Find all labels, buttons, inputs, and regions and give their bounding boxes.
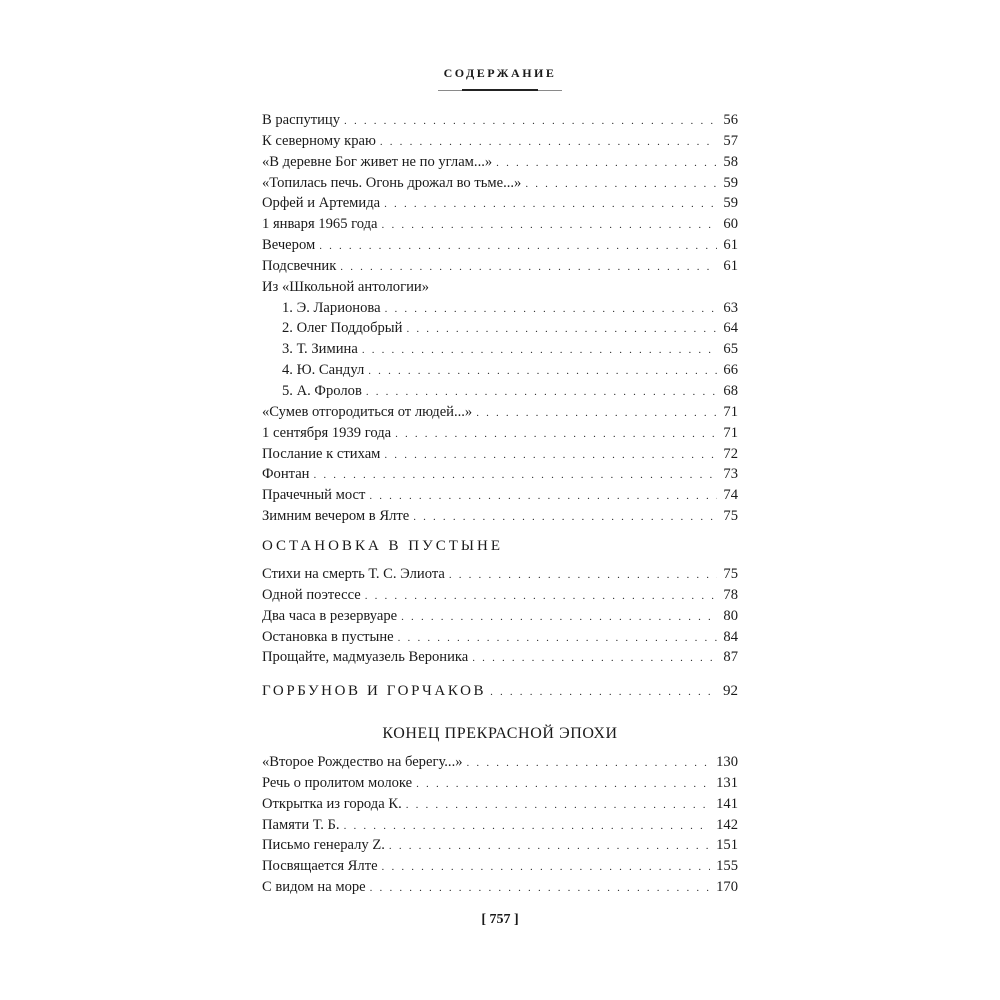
toc-entry[interactable] (262, 173, 738, 194)
toc-entry[interactable] (262, 256, 738, 277)
entry-title: Стихи на смерть Т. С. Элиота (262, 566, 445, 582)
dot-leader (382, 215, 718, 236)
dot-leader (398, 628, 718, 649)
dot-leader (406, 795, 710, 816)
entry-title: Открытка из города К. (262, 795, 402, 812)
dot-leader (369, 486, 717, 507)
dot-leader (389, 836, 710, 857)
toc-entry[interactable] (262, 680, 738, 702)
entry-page: 66 (723, 362, 738, 379)
dot-leader (370, 878, 710, 899)
entry-page: 151 (716, 837, 738, 854)
toc-entry[interactable] (262, 360, 738, 381)
dot-leader (382, 857, 711, 878)
entry-title: Прощайте, мадмуазель Вероника (262, 649, 469, 666)
entry-page: 71 (723, 403, 738, 420)
toc-entry[interactable] (262, 773, 738, 794)
entry-title: 2. Олег Поддобрый (282, 320, 403, 337)
dot-leader (384, 194, 717, 215)
entry-title: С видом на море (262, 879, 366, 896)
toc-section-4 (262, 752, 738, 898)
entry-title: 1. Э. Ларионова (282, 299, 381, 316)
toc-entry[interactable] (262, 444, 738, 465)
entry-page: 63 (723, 299, 738, 316)
page-title: СОДЕРЖАНИЕ (443, 66, 557, 80)
dot-leader (368, 361, 717, 382)
dot-leader (362, 340, 718, 361)
entry-title: Вечером (262, 237, 316, 254)
entry-page: 75 (723, 508, 738, 525)
toc-section-3 (262, 680, 738, 702)
toc-entry[interactable] (262, 193, 738, 214)
entry-title: «Второе Рождество на берегу...» (262, 754, 463, 770)
dot-leader (525, 174, 717, 195)
entry-title: Из «Школьной антологии» (262, 278, 429, 295)
dot-leader (472, 648, 717, 669)
dot-leader (366, 382, 718, 403)
toc-entry[interactable] (262, 752, 738, 773)
toc-group-heading (262, 277, 738, 298)
entry-page: 142 (716, 816, 738, 833)
toc-entry[interactable] (262, 506, 738, 527)
entry-title: Два часа в резервуаре (262, 607, 398, 624)
dot-leader (319, 236, 717, 257)
entry-title: Фонтан (262, 466, 310, 483)
entry-title: Зимним вечером в Ялте (262, 508, 410, 525)
entry-title: К северному краю (262, 132, 376, 149)
dot-leader (401, 607, 717, 628)
entry-page: 170 (716, 879, 738, 896)
entry-title: Подсвечник (262, 257, 337, 274)
dot-leader (380, 132, 718, 153)
entry-page: 72 (723, 445, 738, 462)
toc-section-2 (262, 564, 738, 668)
toc-entry[interactable] (262, 298, 738, 319)
entry-page: 61 (723, 257, 738, 274)
dot-leader (340, 257, 717, 278)
toc-entry[interactable] (262, 647, 738, 668)
toc-section-1 (262, 110, 738, 527)
entry-title: «Сумев отгородиться от людей...» (262, 403, 473, 420)
entry-page: 73 (723, 466, 738, 483)
toc-entry[interactable] (262, 877, 738, 898)
toc-entry[interactable] (262, 627, 738, 648)
header-rule-accent (462, 89, 538, 91)
toc-entry[interactable] (262, 214, 738, 235)
running-header (262, 66, 738, 81)
entry-page: 74 (723, 487, 738, 504)
toc-entry[interactable] (262, 485, 738, 506)
entry-page: 59 (723, 195, 738, 212)
entry-page: 141 (716, 795, 738, 812)
dot-leader (365, 586, 718, 607)
toc-entry[interactable] (262, 835, 738, 856)
entry-page: 80 (723, 607, 738, 624)
dot-leader (449, 565, 718, 586)
entry-title: «Топилась печь. Огонь дрожал во тьме...» (262, 174, 522, 191)
entry-title: 1 сентября 1939 года (262, 424, 392, 441)
toc-entry[interactable] (262, 464, 738, 485)
toc-entry[interactable] (262, 794, 738, 815)
entry-page: 56 (723, 112, 738, 128)
entry-page: 57 (723, 132, 738, 149)
entry-title: Посвящается Ялте (262, 858, 378, 875)
entry-title: Памяти Т. Б. (262, 816, 340, 833)
entry-page: 92 (723, 683, 738, 699)
toc-entry[interactable] (262, 585, 738, 606)
entry-title: Речь о пролитом молоке (262, 774, 413, 791)
entry-page: 59 (723, 174, 738, 191)
entry-page: 65 (723, 341, 738, 358)
entry-page: 78 (723, 586, 738, 603)
toc-entry[interactable] (262, 423, 738, 444)
dot-leader (395, 424, 717, 445)
entry-page: 87 (723, 649, 738, 666)
dot-leader (344, 816, 711, 837)
entry-title: 5. А. Фролов (282, 382, 362, 399)
entry-title: Орфей и Артемида (262, 195, 381, 212)
entry-page: 131 (716, 774, 738, 791)
entry-page: 60 (723, 216, 738, 233)
toc-entry[interactable] (262, 402, 738, 423)
toc-entry[interactable] (262, 318, 738, 339)
toc-entry[interactable] (262, 152, 738, 173)
entry-title: 4. Ю. Сандул (282, 362, 365, 379)
entry-page: 75 (723, 566, 738, 582)
toc-entry[interactable] (262, 564, 738, 585)
entry-page: 71 (723, 424, 738, 441)
entry-page: 155 (716, 858, 738, 875)
toc-entry[interactable] (262, 339, 738, 360)
section-heading: ОСТАНОВКА В ПУСТЫНЕ (262, 538, 503, 554)
dot-leader (467, 753, 711, 774)
entry-page: 84 (723, 628, 738, 645)
toc-entry[interactable] (262, 606, 738, 627)
dot-leader (413, 507, 717, 528)
dot-leader (406, 319, 717, 340)
toc-entry[interactable] (262, 856, 738, 877)
entry-title: В распутицу (262, 112, 341, 128)
entry-title: Остановка в пустыне (262, 628, 394, 645)
entry-page: 68 (723, 382, 738, 399)
entry-title: 3. Т. Зимина (282, 341, 358, 358)
toc-entry[interactable] (262, 381, 738, 402)
dot-leader (313, 465, 717, 486)
toc-entry[interactable] (262, 110, 738, 131)
entry-title: ГОРБУНОВ И ГОРЧАКОВ (262, 683, 487, 699)
toc-entry[interactable] (262, 815, 738, 836)
entry-page: 130 (716, 754, 738, 770)
dot-leader (344, 111, 717, 132)
dot-leader (490, 681, 717, 703)
toc-entry[interactable] (262, 131, 738, 152)
entry-title: «В деревне Бог живет не по углам...» (262, 153, 493, 170)
entry-title: Одной поэтессе (262, 586, 361, 603)
entry-page: 58 (723, 153, 738, 170)
entry-page: 64 (723, 320, 738, 337)
dot-leader (476, 403, 717, 424)
section-heading: КОНЕЦ ПРЕКРАСНОЙ ЭПОХИ (382, 725, 618, 742)
entry-title: 1 января 1965 года (262, 216, 378, 233)
dot-leader (496, 153, 717, 174)
toc-entry[interactable] (262, 235, 738, 256)
entry-title: Послание к стихам (262, 445, 381, 462)
toc-page (262, 0, 738, 1000)
entry-page: 61 (723, 237, 738, 254)
dot-leader (416, 774, 710, 795)
dot-leader (385, 299, 718, 320)
entry-title: Письмо генералу Z. (262, 837, 385, 854)
dot-leader (384, 445, 717, 466)
page-number: [ 757 ] (481, 912, 519, 927)
entry-title: Прачечный мост (262, 487, 366, 504)
